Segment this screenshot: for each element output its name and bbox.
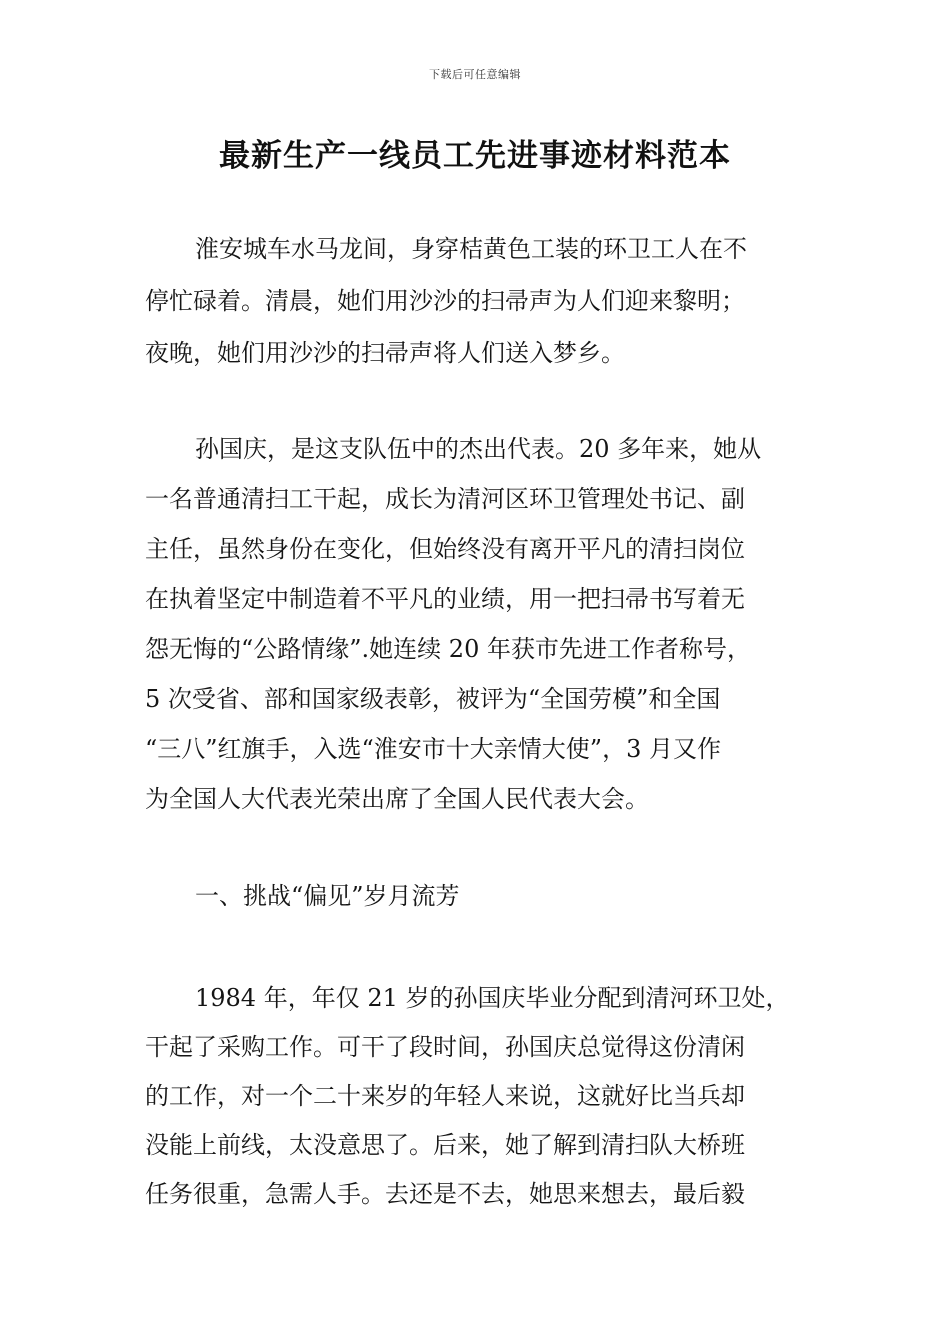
paragraph-line: 任务很重，急需人手。去还是不去，她思来想去，最后毅: [145, 1180, 745, 1208]
paragraph-line: 主任，虽然身份在变化，但始终没有离开平凡的清扫岗位: [145, 535, 745, 563]
paragraph-line: 5 次受省、部和国家级表彰，被评为“全国劳模”和全国: [145, 685, 721, 713]
paragraph-line: 在执着坚定中制造着不平凡的业绩，用一把扫帚书写着无: [145, 585, 745, 613]
paragraph-line: 的工作，对一个二十来岁的年轻人来说，这就好比当兵却: [145, 1082, 745, 1110]
paragraph-line: 孙国庆，是这支队伍中的杰出代表。20 多年来，她从: [195, 435, 762, 463]
header-note: 下载后可任意编辑: [429, 68, 521, 81]
paragraph-line: “三八”红旗手，入选“淮安市十大亲情大使”，3 月又作: [145, 735, 721, 763]
paragraph-line: 1984 年，年仅 21 岁的孙国庆毕业分配到清河环卫处，: [195, 984, 790, 1012]
section-heading-text: 一、挑战“偏见”岁月流芳: [195, 882, 460, 910]
paragraph-line: 淮安城车水马龙间，身穿桔黄色工装的环卫工人在不: [195, 235, 747, 263]
document-body: [145, 0, 815, 1344]
paragraph-line: 停忙碌着。清晨，她们用沙沙的扫帚声为人们迎来黎明；: [145, 287, 745, 315]
document-title: 最新生产一线员工先进事迹材料范本: [219, 138, 731, 174]
paragraph-line: 一名普通清扫工干起，成长为清河区环卫管理处书记、副: [145, 485, 745, 513]
paragraph-line: 没能上前线，太没意思了。后来，她了解到清扫队大桥班: [145, 1131, 745, 1159]
paragraph-line: 为全国人大代表光荣出席了全国人民代表大会。: [145, 785, 649, 813]
paragraph-line: 夜晚，她们用沙沙的扫帚声将人们送入梦乡。: [145, 339, 625, 367]
paragraph-line: 干起了采购工作。可干了段时间，孙国庆总觉得这份清闲: [145, 1033, 745, 1061]
paragraph-line: 怨无悔的“公路情缘”.她连续 20 年获市先进工作者称号，: [145, 635, 751, 663]
